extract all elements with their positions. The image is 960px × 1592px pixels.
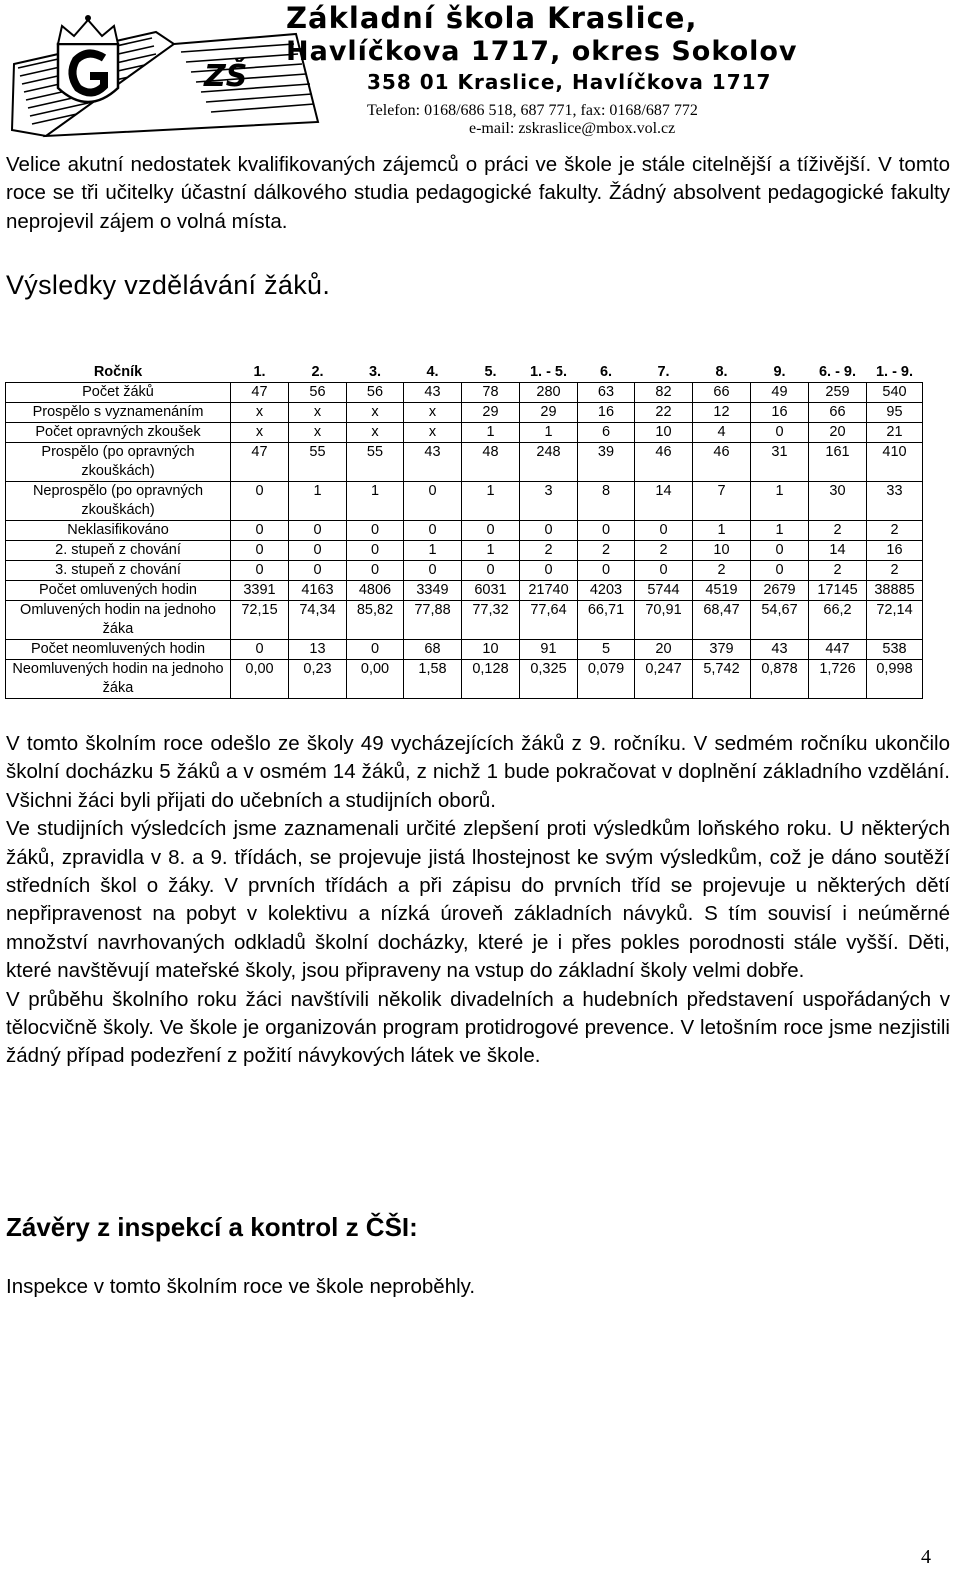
- table-row: [6, 541, 923, 561]
- table-cell: 1: [751, 482, 809, 521]
- school-email: e-mail: zskraslice@mbox.vol.cz: [469, 120, 676, 137]
- table-cell: 6031: [462, 581, 520, 601]
- table-cell: 12: [693, 403, 751, 423]
- table-row: [6, 601, 923, 640]
- table-cell: 66,2: [809, 601, 867, 640]
- row-label: 2. stupeň z chování: [6, 541, 231, 561]
- graduates-paragraph: V tomto školním roce odešlo ze školy 49 vycházejících žáků z 9. ročníku. V sedmém ročníku ukončilo školní docházku 5 žáků a v osmém 14 žáků, z nichž 1 bude pokračovat v doplnění základního vzdělání. Všichni žáci byli přijati do učebních a studijních oborů.: [6, 732, 950, 812]
- table-cell: 447: [809, 640, 867, 660]
- events-paragraph: V průběhu školního roku žáci navštívili několik divadelních a hudebních představení uspořádaných v tělocvičně školy. Ve škole je organizován program protidrogové prevence. V letošním roce jsme nezjistili žádný případ podezření z požití návykových látek ve škole.: [6, 987, 950, 1068]
- table-cell: 0,00: [231, 660, 289, 699]
- column-header: 4.: [426, 364, 439, 380]
- table-cell: 0: [347, 561, 404, 581]
- table-cell: 91: [520, 640, 578, 660]
- table-row: [6, 443, 923, 482]
- table-cell: 0: [578, 521, 635, 541]
- table-cell: 259: [809, 383, 867, 403]
- table-cell: 39: [578, 443, 635, 482]
- intro-paragraph: Velice akutní nedostatek kvalifikovaných zájemců o práci ve škole je stále citelnější a tíživější. V tomto roce se tři učitelky účastní dálkového studia pedagogické fakulty. Žádný absolvent pedagogické fakulty neprojevil zájem o volná místa.: [6, 153, 950, 233]
- school-name-line-2: Havlíčkova 1717, okres Sokolov: [286, 36, 798, 67]
- table-cell: 0: [751, 561, 809, 581]
- table-cell: 43: [404, 443, 462, 482]
- table-cell: 55: [289, 443, 347, 482]
- table-cell: 85,82: [347, 601, 404, 640]
- table-cell: 0: [231, 482, 289, 521]
- table-cell: 2: [867, 561, 923, 581]
- table-cell: 0,878: [751, 660, 809, 699]
- table-cell: 0: [635, 521, 693, 541]
- column-header: 1. - 5.: [529, 364, 568, 380]
- table-cell: 63: [578, 383, 635, 403]
- results-table: [5, 362, 923, 699]
- table-cell: 0: [231, 541, 289, 561]
- table-cell: 43: [404, 383, 462, 403]
- table-cell: 10: [635, 423, 693, 443]
- school-name: [286, 2, 926, 68]
- table-cell: 4519: [693, 581, 751, 601]
- row-label: Prospělo s vyznamenáním: [6, 403, 231, 423]
- table-cell: 1,726: [809, 660, 867, 699]
- table-cell: 8: [578, 482, 635, 521]
- table-cell: 4: [693, 423, 751, 443]
- table-cell: 0,247: [635, 660, 693, 699]
- table-cell: 2: [809, 521, 867, 541]
- table-cell: 30: [809, 482, 867, 521]
- table-cell: 78: [462, 383, 520, 403]
- letterhead: [0, 0, 960, 140]
- table-cell: 0: [347, 541, 404, 561]
- table-cell: 1: [462, 482, 520, 521]
- table-cell: x: [404, 403, 462, 423]
- table-cell: x: [231, 423, 289, 443]
- table-cell: 70,91: [635, 601, 693, 640]
- table-cell: 4806: [347, 581, 404, 601]
- table-cell: 77,64: [520, 601, 578, 640]
- school-name-line-1: Základní škola Kraslice,: [286, 1, 698, 35]
- table-cell: 4203: [578, 581, 635, 601]
- table-cell: x: [289, 423, 347, 443]
- table-cell: 66: [693, 383, 751, 403]
- table-cell: 0: [578, 561, 635, 581]
- table-cell: 540: [867, 383, 923, 403]
- table-cell: 13: [289, 640, 347, 660]
- table-cell: 3: [520, 482, 578, 521]
- table-cell: 0: [231, 561, 289, 581]
- table-cell: 56: [347, 383, 404, 403]
- table-cell: 0: [404, 561, 462, 581]
- row-label: 3. stupeň z chování: [6, 561, 231, 581]
- table-cell: 54,67: [751, 601, 809, 640]
- table-cell: 0: [231, 640, 289, 660]
- table-cell: 55: [347, 443, 404, 482]
- column-header: 6. - 9.: [818, 364, 857, 380]
- table-cell: 379: [693, 640, 751, 660]
- table-cell: 2: [578, 541, 635, 561]
- table-cell: 17145: [809, 581, 867, 601]
- table-cell: 1: [404, 541, 462, 561]
- table-cell: 0: [635, 561, 693, 581]
- table-cell: 20: [809, 423, 867, 443]
- table-cell: 48: [462, 443, 520, 482]
- table-cell: 77,88: [404, 601, 462, 640]
- table-cell: 280: [520, 383, 578, 403]
- column-header-label: Ročník: [93, 364, 143, 380]
- table-cell: 7: [693, 482, 751, 521]
- table-row: [6, 403, 923, 423]
- table-cell: 66,71: [578, 601, 635, 640]
- column-header: 1. - 9.: [875, 364, 914, 380]
- table-cell: 3349: [404, 581, 462, 601]
- inspection-paragraph: Inspekce v tomto školním roce ve škole neproběhly.: [6, 1275, 476, 1298]
- table-cell: 4163: [289, 581, 347, 601]
- table-cell: 538: [867, 640, 923, 660]
- table-row: [6, 482, 923, 521]
- table-cell: 1: [289, 482, 347, 521]
- table-cell: 0,128: [462, 660, 520, 699]
- table-cell: 2: [809, 561, 867, 581]
- column-header: 7.: [657, 364, 670, 380]
- table-cell: 95: [867, 403, 923, 423]
- table-cell: 5744: [635, 581, 693, 601]
- table-cell: 43: [751, 640, 809, 660]
- table-cell: 16: [867, 541, 923, 561]
- table-cell: 74,34: [289, 601, 347, 640]
- table-cell: 16: [751, 403, 809, 423]
- column-header: 8.: [715, 364, 728, 380]
- body-text: [6, 730, 950, 1071]
- table-cell: 0: [289, 521, 347, 541]
- table-cell: 49: [751, 383, 809, 403]
- table-cell: 29: [520, 403, 578, 423]
- table-cell: 21: [867, 423, 923, 443]
- table-row: [6, 423, 923, 443]
- table-cell: 0: [289, 541, 347, 561]
- table-cell: 0: [751, 541, 809, 561]
- school-address: 358 01 Kraslice, Havlíčkova 1717: [367, 70, 772, 94]
- table-cell: 0: [462, 561, 520, 581]
- column-header: 6.: [599, 364, 613, 380]
- table-cell: 5: [578, 640, 635, 660]
- column-header: 9.: [773, 364, 786, 380]
- table-cell: 0,23: [289, 660, 347, 699]
- table-cell: 66: [809, 403, 867, 423]
- table-cell: 31: [751, 443, 809, 482]
- table-cell: 56: [289, 383, 347, 403]
- table-cell: 0: [751, 423, 809, 443]
- table-cell: 1: [751, 521, 809, 541]
- table-cell: x: [404, 423, 462, 443]
- table-cell: 2: [693, 561, 751, 581]
- page-number: 4: [921, 1546, 931, 1568]
- row-label: Počet opravných zkoušek: [6, 423, 231, 443]
- row-label: Omluvených hodin na jednoho žáka: [6, 601, 231, 640]
- table-cell: 0,998: [867, 660, 923, 699]
- table-cell: 0: [404, 521, 462, 541]
- table-cell: 0: [289, 561, 347, 581]
- table-cell: 5,742: [693, 660, 751, 699]
- table-cell: 47: [231, 443, 289, 482]
- column-header: 5.: [484, 364, 497, 380]
- table-cell: 0,079: [578, 660, 635, 699]
- column-header: 1.: [253, 364, 266, 380]
- row-label: Neklasifikováno: [6, 521, 231, 541]
- table-header-row: [6, 362, 923, 383]
- table-cell: 16: [578, 403, 635, 423]
- table-cell: 29: [462, 403, 520, 423]
- table-cell: x: [231, 403, 289, 423]
- table-cell: 0: [231, 521, 289, 541]
- table-cell: 161: [809, 443, 867, 482]
- table-cell: 0,325: [520, 660, 578, 699]
- table-cell: 22: [635, 403, 693, 423]
- table-cell: 1: [520, 423, 578, 443]
- table-cell: 47: [231, 383, 289, 403]
- table-row: [6, 521, 923, 541]
- table-cell: 0: [520, 521, 578, 541]
- table-cell: 72,14: [867, 601, 923, 640]
- results-paragraph: Ve studijních výsledcích jsme zaznamenali určité zlepšení proti výsledkům loňského roku. U některých žáků, zpravidla v 8. a 9. třídách, se projevuje jistá lhostejnost ke svým výsledkům, což je dáno soutěží středních škol o žáky. V prvních třídách a při zápisu do prvních tříd se projevuje u některých dětí nepřipravenost na pobyt v kolektivu a nízká úroveň základních návyků. S tím souvisí i neúměrné množství navrhovaných odkladů školní docházky, které je i přes pokles porodnosti stále vyšší. Děti, které navštěvují mateřské školy, jsou připraveny na vstup do základní školy velmi dobře.: [6, 817, 950, 983]
- table-cell: 38885: [867, 581, 923, 601]
- table-cell: 20: [635, 640, 693, 660]
- table-cell: 46: [635, 443, 693, 482]
- table-cell: x: [347, 403, 404, 423]
- table-cell: 0: [347, 521, 404, 541]
- table-cell: 1: [347, 482, 404, 521]
- table-cell: 68,47: [693, 601, 751, 640]
- table-cell: 0: [520, 561, 578, 581]
- row-label: Počet neomluvených hodin: [6, 640, 231, 660]
- table-cell: 1: [462, 423, 520, 443]
- table-cell: 2679: [751, 581, 809, 601]
- conclusion-heading: Závěry z inspekcí a kontrol z ČŠI:: [6, 1212, 418, 1242]
- table-cell: 1: [462, 541, 520, 561]
- table-row: [6, 581, 923, 601]
- logo-text: ZŠ: [204, 59, 248, 94]
- table-cell: 410: [867, 443, 923, 482]
- table-cell: 21740: [520, 581, 578, 601]
- row-label: Neomluvených hodin na jednoho žáka: [6, 660, 231, 699]
- table-cell: 10: [462, 640, 520, 660]
- table-cell: 3391: [231, 581, 289, 601]
- column-header: 3.: [368, 364, 382, 380]
- row-label: Počet omluvených hodin: [6, 581, 231, 601]
- table-cell: 10: [693, 541, 751, 561]
- table-cell: 0: [404, 482, 462, 521]
- row-label: Počet žáků: [6, 383, 231, 403]
- table-cell: 0: [462, 521, 520, 541]
- table-row: [6, 383, 923, 403]
- table-cell: 2: [867, 521, 923, 541]
- table-cell: 248: [520, 443, 578, 482]
- table-cell: 77,32: [462, 601, 520, 640]
- table-cell: 14: [635, 482, 693, 521]
- results-heading: Výsledky vzdělávání žáků.: [6, 270, 331, 300]
- table-row: [6, 640, 923, 660]
- table-cell: 2: [520, 541, 578, 561]
- table-cell: 14: [809, 541, 867, 561]
- table-cell: 0,00: [347, 660, 404, 699]
- table-cell: 0: [347, 640, 404, 660]
- row-label: Neprospělo (po opravných zkouškách): [6, 482, 231, 521]
- table-row: [6, 660, 923, 699]
- column-header: 2.: [311, 364, 324, 380]
- table-cell: 33: [867, 482, 923, 521]
- table-cell: x: [347, 423, 404, 443]
- table-cell: 6: [578, 423, 635, 443]
- table-cell: 2: [635, 541, 693, 561]
- school-phone: Telefon: 0168/686 518, 687 771, fax: 0168/687 772: [367, 102, 698, 119]
- table-cell: 1,58: [404, 660, 462, 699]
- table-cell: 68: [404, 640, 462, 660]
- row-label: Prospělo (po opravných zkouškách): [6, 443, 231, 482]
- table-cell: 82: [635, 383, 693, 403]
- table-cell: 46: [693, 443, 751, 482]
- table-cell: x: [289, 403, 347, 423]
- school-contact: [367, 102, 698, 138]
- table-cell: 72,15: [231, 601, 289, 640]
- table-row: [6, 561, 923, 581]
- table-cell: 1: [693, 521, 751, 541]
